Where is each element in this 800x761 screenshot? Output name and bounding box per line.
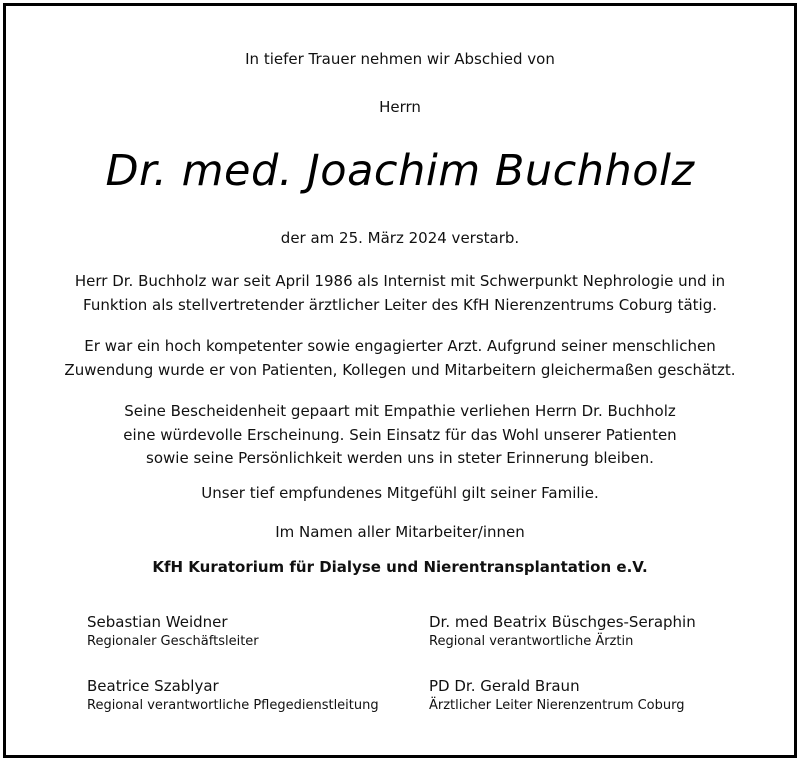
paragraph-line: Funktion als stellvertretender ärztlicher Leiter des KfH Nierenzentrums Coburg tätig. <box>83 295 717 314</box>
signatory-role: Ärztlicher Leiter Nierenzentrum Coburg <box>429 698 685 713</box>
paragraph-line: Er war ein hoch kompetenter sowie engagierter Arzt. Aufgrund seiner menschlichen <box>84 337 716 355</box>
paragraph-line: Seine Bescheidenheit gepaart mit Empathie verliehen Herrn Dr. Buchholz <box>124 402 676 420</box>
signatory-name: PD Dr. Gerald Braun <box>429 677 580 695</box>
paragraph-line: Herr Dr. Buchholz war seit April 1986 als Internist mit Schwerpunkt Nephrologie und in <box>74 272 726 290</box>
condolence-line: Unser tief empfundenes Mitgefühl gilt seiner Familie. <box>201 484 599 502</box>
signatory-role: Regionaler Geschäftsleiter <box>87 634 259 649</box>
salutation: Herrn <box>379 98 421 116</box>
on-behalf-line: Im Namen aller Mitarbeiter/innen <box>275 523 525 541</box>
date-line: der am 25. März 2024 verstarb. <box>280 229 520 247</box>
deceased-name: Dr. med. Joachim Buchholz <box>105 146 695 196</box>
paragraph-tribute <box>0 335 800 382</box>
signatory-name: Sebastian Weidner <box>87 613 228 631</box>
paragraph-memory <box>0 400 800 471</box>
signatory <box>87 612 259 652</box>
paragraph-line: sowie seine Persönlichkeit werden uns in steter Erinnerung bleiben. <box>146 449 654 467</box>
signatory-role: Regional verantwortliche Pflegedienstleitung <box>87 698 379 713</box>
signatory <box>87 676 379 716</box>
signatory <box>429 612 696 652</box>
intro-line: In tiefer Trauer nehmen wir Abschied von <box>245 50 555 68</box>
organization-name: KfH Kuratorium für Dialyse und Nierentransplantation e.V. <box>152 558 648 576</box>
paragraph-career <box>0 270 800 317</box>
paragraph-line: eine würdevolle Erscheinung. Sein Einsatz für das Wohl unserer Patienten <box>123 425 677 444</box>
paragraph-line: Zuwendung wurde er von Patienten, Kollegen und Mitarbeitern gleichermaßen geschätzt. <box>64 360 736 379</box>
signatory-role: Regional verantwortliche Ärztin <box>429 634 634 649</box>
signatory-name: Beatrice Szablyar <box>87 677 219 695</box>
signatory-name: Dr. med Beatrix Büschges-Seraphin <box>429 613 696 631</box>
signatory <box>429 676 685 716</box>
